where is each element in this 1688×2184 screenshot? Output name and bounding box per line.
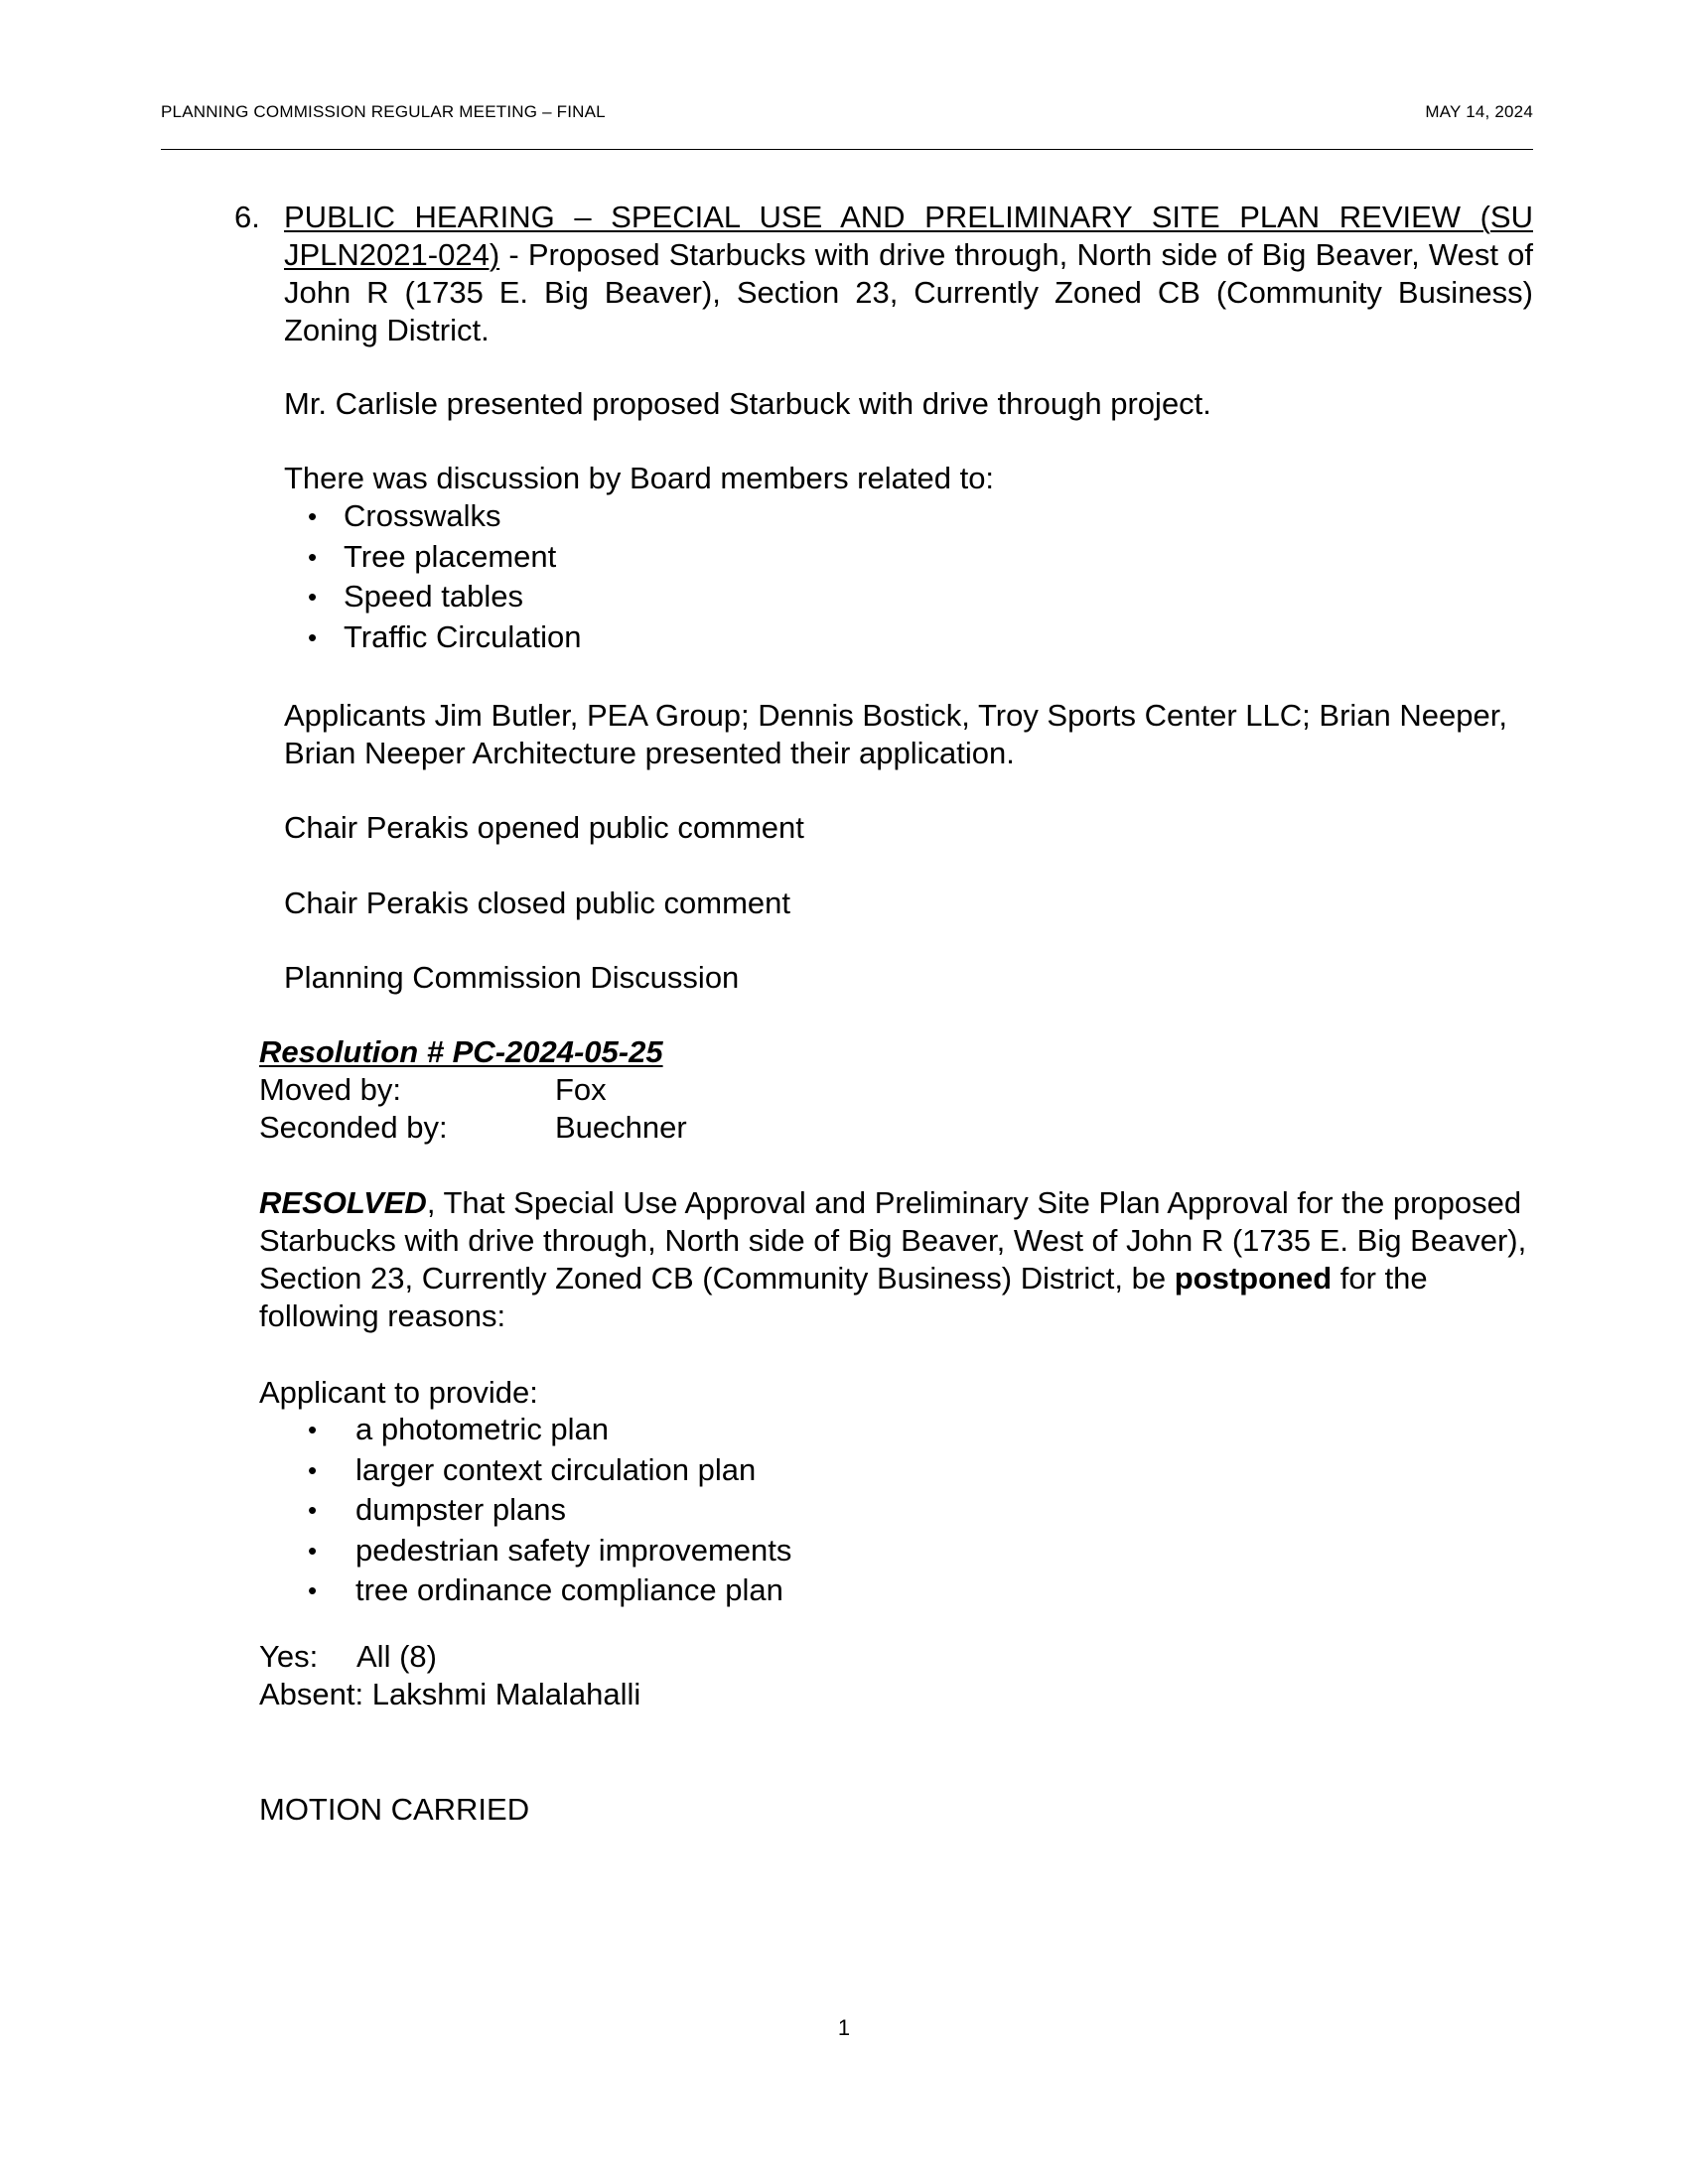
pc-discussion: Planning Commission Discussion: [284, 960, 740, 995]
opened-comment: Chair Perakis opened public comment: [284, 810, 804, 845]
page-number: 1: [837, 2015, 851, 2040]
resolved-word: RESOLVED: [259, 1185, 427, 1220]
absent-label: Absent:: [259, 1677, 364, 1711]
absent-value: Lakshmi Malalahalli: [371, 1677, 641, 1711]
list-item: • Crosswalks: [308, 496, 581, 537]
seconded-by-row: [259, 1109, 687, 1147]
seconded-by-label: Seconded by:: [259, 1110, 448, 1145]
list-item: • dumpster plans: [308, 1490, 791, 1531]
header-rule: [161, 149, 1533, 150]
absent-row: [259, 1676, 640, 1713]
resolved-text-2: for the following reasons:: [259, 1261, 1428, 1333]
list-item: • a photometric plan: [308, 1410, 791, 1450]
list-item: • Tree placement: [308, 537, 581, 578]
yes-label: Yes:: [259, 1639, 319, 1674]
page-header: [161, 102, 1533, 122]
item-heading-description: - Proposed Starbucks with drive through, North side of Big Beaver, West of John R (1735 E. Big Beaver), Section 23, Currently Zoned CB (Community Business) Zoning District.: [284, 237, 1533, 347]
resolved-paragraph: [259, 1184, 1540, 1335]
closed-comment: Chair Perakis closed public comment: [284, 886, 790, 920]
list-item: • larger context circulation plan: [308, 1450, 791, 1491]
moved-by-label: Moved by:: [259, 1072, 402, 1107]
provide-list: [308, 1410, 791, 1611]
list-item: • tree ordinance compliance plan: [308, 1570, 791, 1611]
resolution-title: Resolution # PC-2024-05-25: [259, 1034, 663, 1069]
yes-row: [259, 1638, 640, 1676]
provide-intro: Applicant to provide:: [259, 1375, 538, 1410]
list-item: • Speed tables: [308, 577, 581, 617]
item-heading-title: PUBLIC HEARING – SPECIAL USE AND PRELIMINARY SITE PLAN REVIEW (SU JPLN2021-024): [284, 200, 1533, 272]
yes-value: All (8): [356, 1639, 437, 1674]
resolved-text-1: , That Special Use Approval and Preliminary Site Plan Approval for the proposed Starbucks with drive through, North side of Big Beaver, West of John R (1735 E. Big Beaver), Section 23, Currently Zoned CB (Community Business) District, be: [259, 1185, 1527, 1296]
discussion-intro: There was discussion by Board members related to:: [284, 461, 995, 495]
item-number: 6.: [234, 200, 260, 234]
list-item: • pedestrian safety improvements: [308, 1531, 791, 1571]
motion-carried: MOTION CARRIED: [259, 1792, 530, 1827]
item-heading: [284, 199, 1533, 349]
discussion-list: [308, 496, 581, 657]
header-title: PLANNING COMMISSION REGULAR MEETING – FINAL: [161, 102, 606, 121]
applicants-text: Applicants Jim Butler, PEA Group; Dennis Bostick, Troy Sports Center LLC; Brian Neeper, Brian Neeper Architecture presented their application.: [284, 698, 1507, 770]
moved-by-row: [259, 1071, 687, 1109]
header-date: MAY 14, 2024: [1425, 102, 1533, 121]
resolution-block: [259, 1033, 687, 1147]
presented-text: Mr. Carlisle presented proposed Starbuck with drive through project.: [284, 386, 1211, 421]
vote-block: [259, 1638, 640, 1713]
moved-by-value: Fox: [555, 1072, 607, 1107]
resolved-postponed: postponed: [1174, 1261, 1333, 1296]
seconded-by-value: Buechner: [555, 1110, 687, 1145]
list-item: • Traffic Circulation: [308, 617, 581, 658]
